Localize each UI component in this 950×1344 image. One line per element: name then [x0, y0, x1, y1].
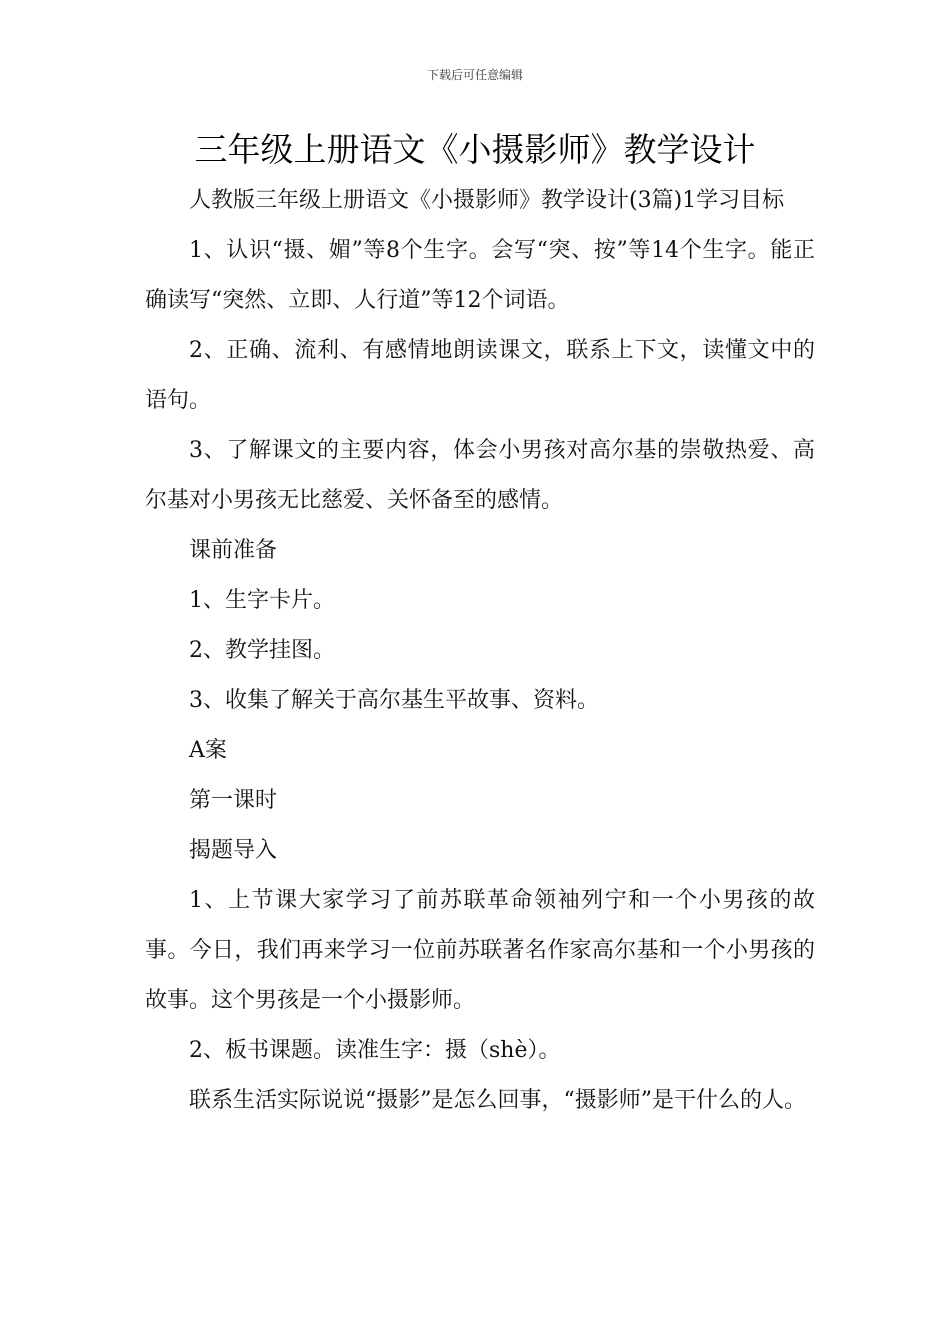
paragraph-goal-2: 2、正确、流利、有感情地朗读课文，联系上下文，读懂文中的语句。 [145, 338, 815, 413]
paragraph-prep-1: 1、生字卡片。 [189, 588, 335, 613]
paragraph-intro-heading: 揭题导入 [189, 838, 278, 863]
document-title: 三年级上册语文《小摄影师》教学设计 [194, 130, 756, 169]
paragraph-step-1: 1、上节课大家学习了前苏联革命领袖列宁和一个小男孩的故事。今日，我们再来学习一位前苏联著名作家高尔基和一个小男孩的故事。这个男孩是一个小摄影师。 [145, 888, 815, 1013]
paragraph-prep-3: 3、收集了解关于高尔基生平故事、资料。 [189, 688, 599, 713]
document-body [145, 176, 815, 1126]
paragraph-step-3: 联系生活实际说说“摄影”是怎么回事，“摄影师”是干什么的人。 [189, 1088, 806, 1113]
paragraph-step-2: 2、板书课题。读准生字：摄（shè）。 [189, 1038, 561, 1063]
header-note: 下载后可任意编辑 [426, 68, 523, 82]
paragraph-goal-3: 3、了解课文的主要内容，体会小男孩对高尔基的崇敬热爱、高尔基对小男孩无比慈爱、关怀备至的感情。 [145, 438, 815, 513]
paragraph-prep-2: 2、教学挂图。 [189, 638, 335, 663]
paragraph-goal-1: 1、认识“摄、媚”等8个生字。会写“突、按”等14个生字。能正确读写“突然、立即、人行道”等12个词语。 [145, 238, 815, 313]
paragraph-intro: 人教版三年级上册语文《小摄影师》教学设计(3篇)1学习目标 [189, 188, 785, 213]
paragraph-lesson-one: 第一课时 [189, 788, 278, 813]
paragraph-plan-a: A案 [189, 738, 227, 763]
paragraph-preparation-heading: 课前准备 [189, 538, 278, 563]
